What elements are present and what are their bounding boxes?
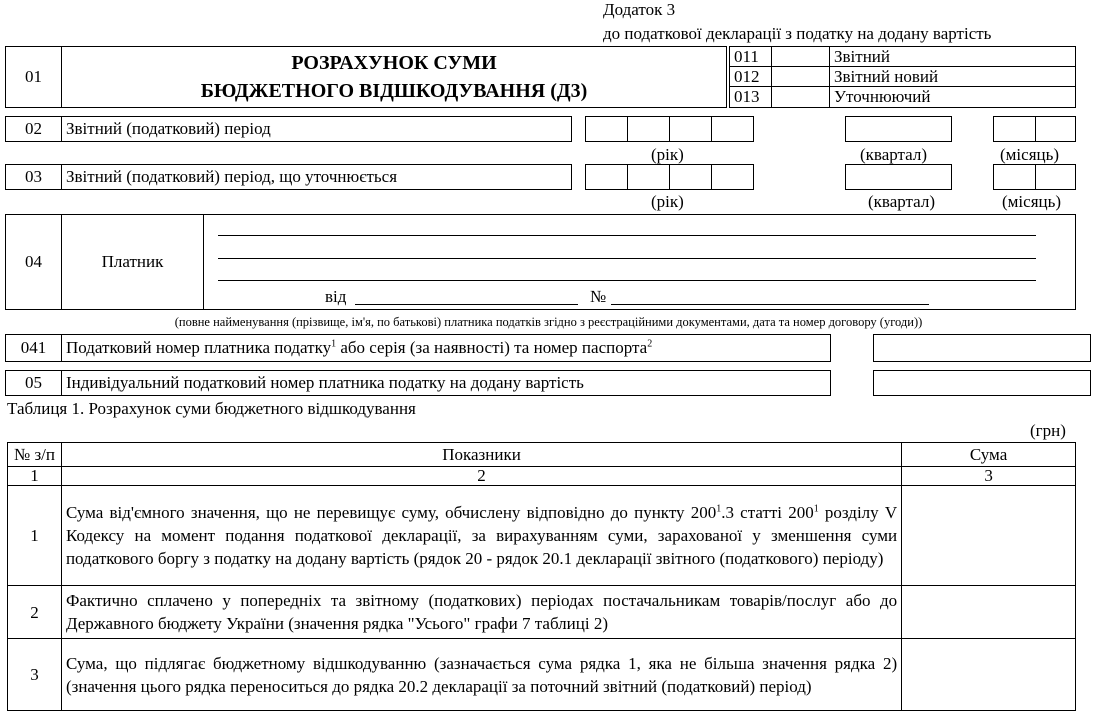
form-title-line1: РОЗРАХУНОК СУМИ	[291, 52, 497, 74]
contract-number-field[interactable]	[611, 304, 929, 305]
table-row	[8, 486, 1076, 586]
vat-id-label: Індивідуальний податковий номер платника податку на додану вартість	[66, 373, 584, 392]
payer-name-line	[218, 235, 1036, 236]
contract-date-field[interactable]	[355, 304, 578, 305]
row-041-label	[61, 334, 831, 362]
row-03-month-cell[interactable]	[993, 164, 1036, 190]
row-02-month-cell[interactable]	[1035, 116, 1076, 142]
header-sum: Сума	[902, 443, 1076, 467]
row-03-label	[61, 164, 572, 190]
type-code-013-text: 013	[734, 87, 760, 106]
row-02-code	[5, 116, 62, 142]
type-label-012	[829, 66, 1076, 87]
form-title	[61, 46, 727, 108]
type-checkbox-013[interactable]	[771, 86, 830, 108]
row-041-code-text: 041	[20, 338, 47, 357]
colnum-3: 3	[902, 467, 1076, 486]
type-label-011	[829, 46, 1076, 67]
type-label-012-text: Звітний новий	[834, 66, 939, 86]
year-digit-cell[interactable]	[627, 164, 670, 190]
row-03-code-text: 03	[25, 167, 42, 186]
type-code-012-text: 012	[734, 66, 760, 86]
row-indicator-text: Фактично сплачено у попередніх та звітному (податкових) періодах постачальникам товарів/послуг або до Державного бюджету України (значення рядка "Усього" графи 7 таблиці 2)	[61, 586, 901, 639]
tax-id-label	[66, 338, 652, 358]
row-03-month-label: (місяць)	[1002, 192, 1062, 211]
row1-text-part3: розділу V Кодексу на момент подання податкової декларації, за вирахуванням суми, зарахованої у зменшення суми податкового боргу з податку на додану вартість (рядок 20 - рядок 20.1 декларації звітного (податкового) періоду)	[65, 503, 898, 568]
row-02-month-cell[interactable]	[993, 116, 1036, 142]
payer-label: Платник	[101, 252, 164, 271]
tax-id-label-part2: або серія (за наявності) та номер паспорта	[336, 338, 648, 357]
row-041-code	[5, 334, 62, 362]
footnote-2-marker: 2	[647, 338, 653, 350]
footnote-1-marker: 1	[331, 338, 337, 350]
row-02-label	[61, 116, 572, 142]
header-indicators: Показники	[61, 443, 901, 467]
row-02-label-text: Звітний (податковий) період	[66, 119, 271, 138]
row-sum-cell[interactable]	[902, 486, 1076, 586]
header-number: № з/п	[8, 443, 62, 467]
tax-id-input[interactable]	[873, 334, 1091, 362]
year-digit-cell[interactable]	[585, 116, 628, 142]
tax-id-label-part1: Податковий номер платника податку	[66, 338, 332, 357]
type-label-013-text: Уточнюючий	[834, 87, 931, 106]
calculation-table	[7, 442, 1076, 711]
row-02-year-label: (рік)	[651, 145, 684, 164]
type-code-011-text: 011	[734, 46, 759, 66]
row-03-label-text: Звітний (податковий) період, що уточнюється	[66, 167, 398, 186]
payer-name-line	[218, 280, 1036, 281]
type-label-013	[829, 86, 1076, 108]
year-digit-cell[interactable]	[711, 164, 754, 190]
year-digit-cell[interactable]	[711, 116, 754, 142]
row-03-quarter-cell[interactable]	[845, 164, 952, 190]
row-sum-cell[interactable]	[902, 586, 1076, 639]
row-02-quarter-label: (квартал)	[860, 145, 928, 164]
form-code-01-text: 01	[25, 67, 42, 86]
table-row	[8, 586, 1076, 639]
colnum-1: 1	[8, 467, 62, 486]
type-checkbox-012[interactable]	[771, 66, 830, 87]
annex-line2: до податкової декларації з податку на додану вартість	[603, 24, 992, 43]
contract-date-label: від	[325, 287, 347, 306]
row-03-month-cell[interactable]	[1035, 164, 1076, 190]
row-05-label	[61, 370, 831, 396]
type-label-011-text: Звітний	[834, 46, 890, 66]
type-code-012	[729, 66, 772, 87]
table-header-row	[8, 443, 1076, 467]
payer-name-line	[218, 258, 1036, 259]
row-02-code-text: 02	[25, 119, 42, 138]
row-05-code	[5, 370, 62, 396]
row-sum-cell[interactable]	[902, 639, 1076, 711]
payer-label-cell	[61, 214, 204, 310]
row-indicator-text: Сума, що підлягає бюджетному відшкодуванню (зазначається сума рядка 1, яка не більша значення рядка 2) (значення цього рядка переноситься до рядка 20.2 декларації за поточний звітний (податковий) період)	[61, 639, 901, 711]
type-checkbox-011[interactable]	[771, 46, 830, 67]
row1-text-part2: .3 статті 200	[721, 503, 814, 522]
row1-sup2: 1	[813, 503, 819, 515]
form-title-line2: БЮДЖЕТНОГО ВІДШКОДУВАННЯ (Д3)	[200, 80, 588, 102]
payer-note: (повне найменування (прізвище, ім'я, по батькові) платника податків згідно з реєстраційними документами, дата та номер договору (угоди))	[174, 315, 923, 329]
form-code-01	[5, 46, 62, 108]
row1-sup1: 1	[716, 503, 722, 515]
table1-caption: Таблиця 1. Розрахунок суми бюджетного відшкодування	[7, 399, 416, 418]
row1-text-part1: Сума від'ємного значення, що не перевищує суму, обчислену відповідно до пункту 200	[65, 503, 717, 522]
row-02-quarter-cell[interactable]	[845, 116, 952, 142]
row-02-month-label: (місяць)	[1000, 145, 1060, 164]
table-row	[8, 639, 1076, 711]
annex-line1: Додаток 3	[603, 0, 676, 19]
year-digit-cell[interactable]	[669, 164, 712, 190]
row-04-code-text: 04	[25, 252, 42, 271]
row-indicator-text	[61, 486, 901, 586]
type-code-013	[729, 86, 772, 108]
row-number: 2	[8, 586, 62, 639]
vat-id-input[interactable]	[873, 370, 1091, 396]
year-digit-cell[interactable]	[627, 116, 670, 142]
row-03-code	[5, 164, 62, 190]
year-digit-cell[interactable]	[669, 116, 712, 142]
year-digit-cell[interactable]	[585, 164, 628, 190]
row-number: 1	[8, 486, 62, 586]
contract-number-label: №	[590, 287, 607, 306]
row-03-quarter-label: (квартал)	[868, 192, 936, 211]
row-number: 3	[8, 639, 62, 711]
table-colnum-row	[8, 467, 1076, 486]
row-03-year-label: (рік)	[651, 192, 684, 211]
row-04-code	[5, 214, 62, 310]
type-code-011	[729, 46, 772, 67]
colnum-2: 2	[61, 467, 901, 486]
table1-unit: (грн)	[1030, 421, 1066, 440]
row-05-code-text: 05	[25, 373, 42, 392]
